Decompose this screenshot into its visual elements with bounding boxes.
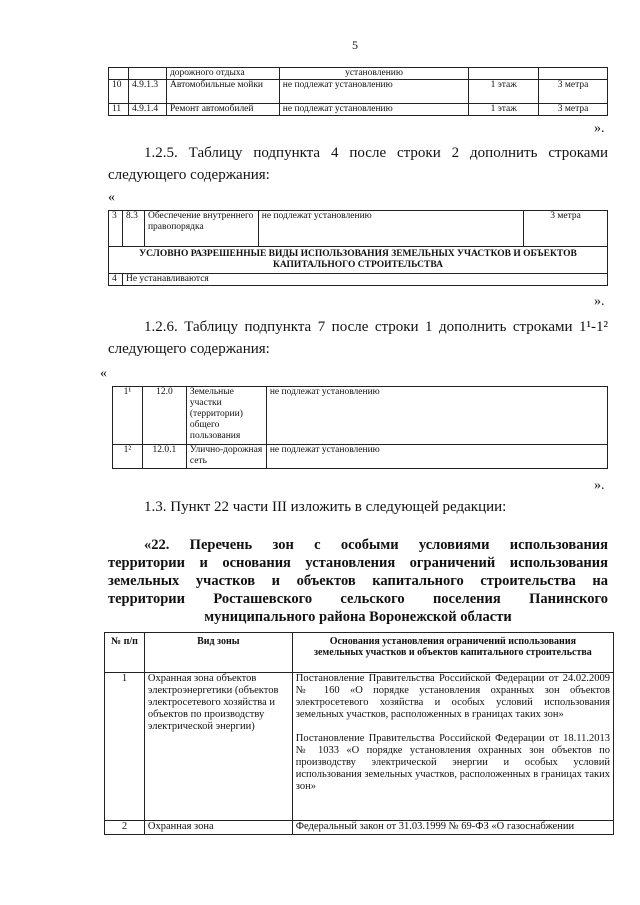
header-num: № п/п: [105, 633, 145, 673]
section-22-heading: [108, 536, 608, 626]
closing-quote: ».: [594, 478, 605, 493]
cell-basis: Федеральный закон от 31.03.1999 № 69-ФЗ «О газоснабжении: [292, 821, 613, 835]
cell-height: 3 метра: [539, 104, 608, 116]
cell-text: Не устанавливаются: [122, 274, 607, 286]
basis-paragraph: Постановление Правительства Российской Федерации от 18.11.2013 № 1033 «О порядке установления охранных зон объектов по производству электрической энергии и особых условий использования земельных участков, расположенных в границах таких зон»: [295, 733, 610, 792]
table-row: [105, 673, 614, 821]
cell-name: Ремонт автомобилей: [166, 104, 279, 116]
cell-zone: Охранная зона объектов электроэнергетики (объектов электросетевого хозяйства и объектов по производству электрической энергии): [144, 673, 292, 821]
cell-name: Улично-дорожная сеть: [186, 445, 266, 469]
cell-num: 10: [109, 80, 129, 104]
cell-params: не подлежат установлению: [266, 387, 607, 445]
table-row: [109, 274, 608, 286]
cell-floors: 1 этаж: [469, 80, 539, 104]
paragraph-1-2-6: 1.2.6. Таблицу подпункта 7 после строки 1 дополнить строками 1¹-1² следующего содержания:: [108, 319, 608, 357]
cell-params: установлению: [279, 68, 469, 80]
cell-num: 2: [105, 821, 145, 835]
zones-table: [104, 632, 614, 835]
cell-floors: [469, 68, 539, 80]
cell-code: 12.0: [142, 387, 186, 445]
page-number: 5: [352, 38, 358, 52]
cell-params: не подлежат установлению: [279, 80, 469, 104]
cell-name: Обеспечение внутреннего правопорядка: [144, 211, 258, 247]
paragraph-1-2-5: 1.2.5. Таблицу подпункта 4 после строки 2 дополнить строками следующего содержания:: [108, 145, 608, 183]
table-row: [109, 68, 608, 80]
cell-num: 11: [109, 104, 129, 116]
cell-name: Автомобильные мойки: [166, 80, 279, 104]
table-row: [109, 80, 608, 104]
opening-quote: «: [100, 366, 107, 381]
cell-code: 4.9.1.3: [128, 80, 166, 104]
cell-params: не подлежат установлению: [266, 445, 607, 469]
closing-quote: ».: [594, 294, 605, 309]
cell-name: дорожного отдыха: [166, 68, 279, 80]
table-row: [109, 211, 608, 247]
cell-params: не подлежат установлению: [279, 104, 469, 116]
header-basis: Основания установления ограничений использования земельных участков и объектов капитального строительства: [292, 633, 613, 673]
table-row: [109, 104, 608, 116]
header-zone: Вид зоны: [144, 633, 292, 673]
table-section-header: [109, 247, 608, 274]
cell-num: 1¹: [113, 387, 143, 445]
table-insert-2: [112, 386, 608, 469]
cell-params: не подлежат установлению: [258, 211, 523, 247]
table-header-row: [105, 633, 614, 673]
table-row: [113, 387, 608, 445]
cell-floors: 1 этаж: [469, 104, 539, 116]
table-insert-1: [108, 210, 608, 286]
heading-line: муниципального района Воронежской области: [204, 609, 512, 625]
cell-name: Земельные участки (территории) общего пользования: [186, 387, 266, 445]
table-row: [105, 821, 614, 835]
cell-height: 3 метра: [539, 80, 608, 104]
heading-line: земельных участков и объектов капитального строительства на: [108, 573, 608, 589]
cell-basis: [292, 673, 613, 821]
section-header: УСЛОВНО РАЗРЕШЕННЫЕ ВИДЫ ИСПОЛЬЗОВАНИЯ ЗЕМЕЛЬНЫХ УЧАСТКОВ И ОБЪЕКТОВ КАПИТАЛЬНОГО СТРОИТЕЛЬСТВА: [109, 247, 608, 274]
cell-num: [109, 68, 129, 80]
closing-quote: ».: [594, 121, 605, 136]
heading-line: территории Росташевского сельского поселения Панинского: [108, 591, 608, 607]
cell-num: 3: [109, 211, 123, 247]
opening-quote: «: [108, 190, 115, 205]
cell-height: [539, 68, 608, 80]
basis-paragraph: Постановление Правительства Российской Федерации от 24.02.2009 № 160 «О порядке установления охранных зон объектов электросетевого хозяйства и особых условий использования земельных участков, расположенных в границах таких зон»: [295, 673, 610, 720]
cell-num: 1²: [113, 445, 143, 469]
paragraph-1-3: 1.3. Пункт 22 части III изложить в следующей редакции:: [144, 499, 507, 515]
cell-num: 4: [109, 274, 123, 286]
table-continuation: [108, 67, 608, 116]
cell-zone: Охранная зона: [144, 821, 292, 835]
cell-num: 1: [105, 673, 145, 821]
heading-line: территории и основания установления ограничений использования: [108, 555, 608, 571]
cell-code: 4.9.1.4: [128, 104, 166, 116]
heading-line: «22. Перечень зон с особыми условиями использования: [144, 537, 608, 553]
table-row: [113, 445, 608, 469]
cell-code: [128, 68, 166, 80]
cell-code: 12.0.1: [142, 445, 186, 469]
cell-code: 8.3: [122, 211, 144, 247]
cell-height: 3 метра: [524, 211, 608, 247]
